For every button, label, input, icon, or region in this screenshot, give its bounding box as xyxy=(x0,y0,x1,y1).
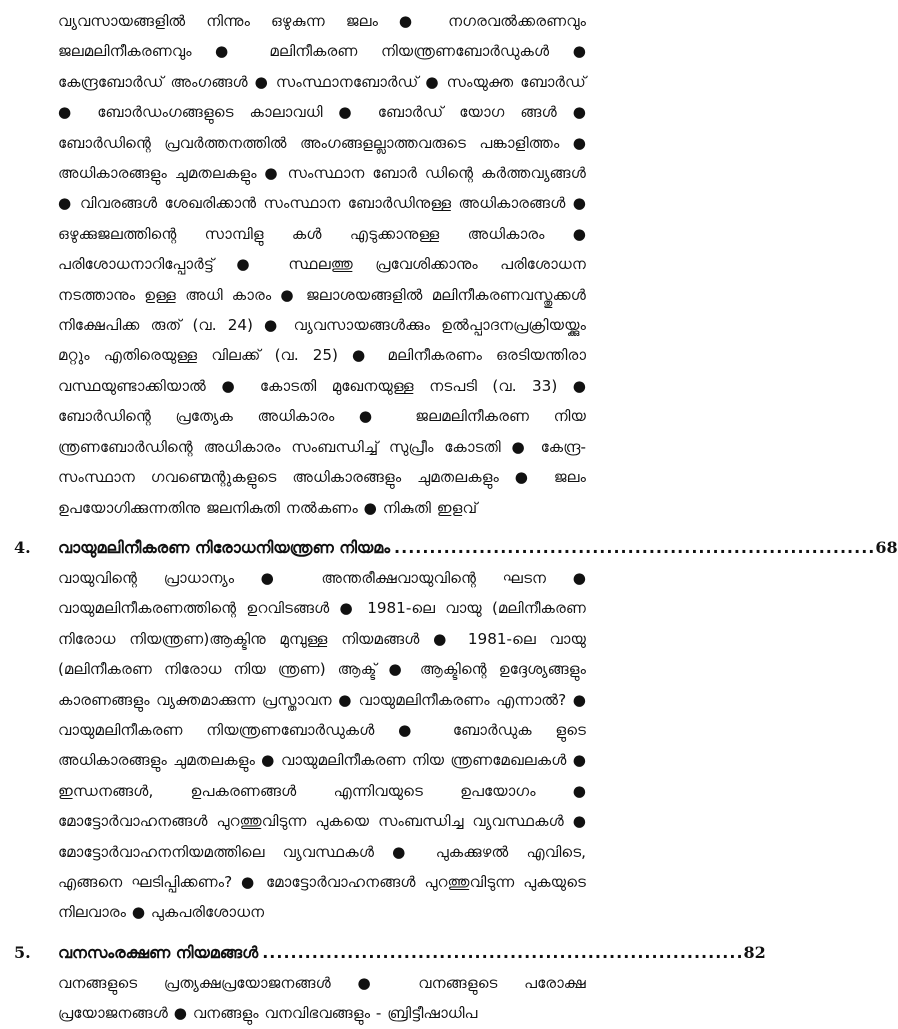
section-4-title: വായുമലിനീകരണ നിരോധനിയന്ത്രണ നിയമം xyxy=(58,537,391,557)
section-4-topics: വായുവിന്റെ പ്രാധാന്യം ● അന്തരീക്ഷവായുവിന്റെ ഘടന ● വായുമലിനീകരണത്തിന്റെ ഉറവിടങ്ങൾ ● 1981-ലെ വായു (മലിനീകരണ നിരോധ നിയന്ത്രണ)ആക്ടിനു മുമ്പുള്ള നിയമങ്ങൾ ● 1981-ലെ വായു (മലിനീകരണ നിരോധ നിയ ന്ത്രണ) ആക്ട് ● ആക്ടിന്റെ ഉദ്ദേശ്യങ്ങളും കാരണങ്ങളും വ്യക്തമാക്കുന്ന പ്രസ്താവന ● വായുമലിനീകരണം എന്നാൽ? ● വായുമലിനീകരണ നിയന്ത്രണബോർഡുകൾ ● ബോർഡുക ളുടെ അധികാരങ്ങളും ചുമതലകളും ● വായുമലിനീകരണ നിയ ന്ത്രണമേഖലകൾ ● ഇന്ധനങ്ങൾ, ഉപകരണങ്ങൾ എന്നിവയുടെ ഉപയോഗം ● മോട്ടോർവാഹനങ്ങൾ പുറത്തുവിടുന്ന പുകയെ സംബന്ധിച്ച വ്യവസ്ഥകൾ ● മോട്ടോർവാഹനനിയമത്തിലെ വ്യവസ്ഥകൾ ● പുകക്കുഴൽ എവിടെ, എങ്ങനെ ഘടിപ്പിക്കണം? ● മോട്ടോർവാഹനങ്ങൾ പുറത്തുവിടുന്ന പുകയുടെ നിലവാരം ● പുകപരിശോധന xyxy=(58,568,586,922)
section-4-heading xyxy=(14,533,898,563)
section-5-page-number: 82 xyxy=(743,942,766,962)
section-5-number: 5. xyxy=(14,942,31,962)
section-5-title: വനസംരക്ഷണ നിയമങ്ങൾ xyxy=(58,942,259,962)
section-5-heading xyxy=(14,938,766,968)
section-4-number: 4. xyxy=(14,537,31,557)
section-5-topics: വനങ്ങളുടെ പ്രത്യക്ഷപ്രയോജനങ്ങൾ ● വനങ്ങളുടെ പരോക്ഷ പ്രയോജനങ്ങൾ ● വനങ്ങളും വനവിഭവങ്ങളും - ബ്രിട്ടീഷാധിപ xyxy=(58,973,586,1023)
section-3-topics: വ്യവസായങ്ങളിൽ നിന്നും ഒഴുകുന്ന ജലം ● നഗരവൽക്കരണവും ജലമലിനീകരണവും ● മലിനീകരണ നിയന്ത്രണബോർഡുകൾ ● കേന്ദ്രബോർഡ് അംഗങ്ങൾ ● സംസ്ഥാനബോർഡ് ● സംയുക്ത ബോർഡ് ● ബോർഡംഗങ്ങളുടെ കാലാവധി ● ബോർഡ് യോഗ ങ്ങൾ ● ബോർഡിന്റെ പ്രവർത്തനത്തിൽ അംഗങ്ങളല്ലാത്തവരുടെ പങ്കാളിത്തം ● അധികാരങ്ങളും ചുമതലകളും ● സംസ്ഥാന ബോർ ഡിന്റെ കർത്തവ്യങ്ങൾ ● വിവരങ്ങൾ ശേഖരിക്കാൻ സംസ്ഥാന ബോർഡിനുള്ള അധികാരങ്ങൾ ● ഒഴുക്കുജലത്തിന്റെ സാമ്പിളു കൾ എടുക്കാനുള്ള അധികാരം ● പരിശോധനാറിപ്പോർട്ട് ● സ്ഥലത്തു പ്രവേശിക്കാനും പരിശോധന നടത്താനും ഉള്ള അധി കാരം ● ജലാശയങ്ങളിൽ മലിനീകരണവസ്തുക്കൾ നിക്ഷേപിക്ക രുത് (വ. 24) ● വ്യവസായങ്ങൾക്കും ഉൽപ്പാദനപ്രക്രിയയ്ക്കും മറ്റും എതിരെയുള്ള വിലക്ക് (വ. 25) ● മലിനീകരണം ഒരടിയന്തിരാ വസ്ഥയുണ്ടാക്കിയാൽ ● കോടതി മുഖേനയുള്ള നടപടി (വ. 33) ● ബോർഡിന്റെ പ്രത്യേക അധികാരം ● ജലമലിനീകരണ നിയ ന്ത്രണബോർഡിന്റെ അധികാരം സംബന്ധിച്ച് സുപ്രീം കോടതി ● കേന്ദ്ര-സംസ്ഥാന ഗവണ്മെന്റുകളുടെ അധികാരങ്ങളും ചുമതലകളും ● ജലം ഉപയോഗിക്കുന്നതിനു ജലനികുതി നൽകണം ● നികുതി ഇളവ് xyxy=(58,12,586,517)
section-5-leader-dots: .................................................................... xyxy=(262,942,744,962)
section-4-page-number: 68 xyxy=(875,537,898,557)
section-4-leader-dots: .................................................................... xyxy=(394,537,876,557)
